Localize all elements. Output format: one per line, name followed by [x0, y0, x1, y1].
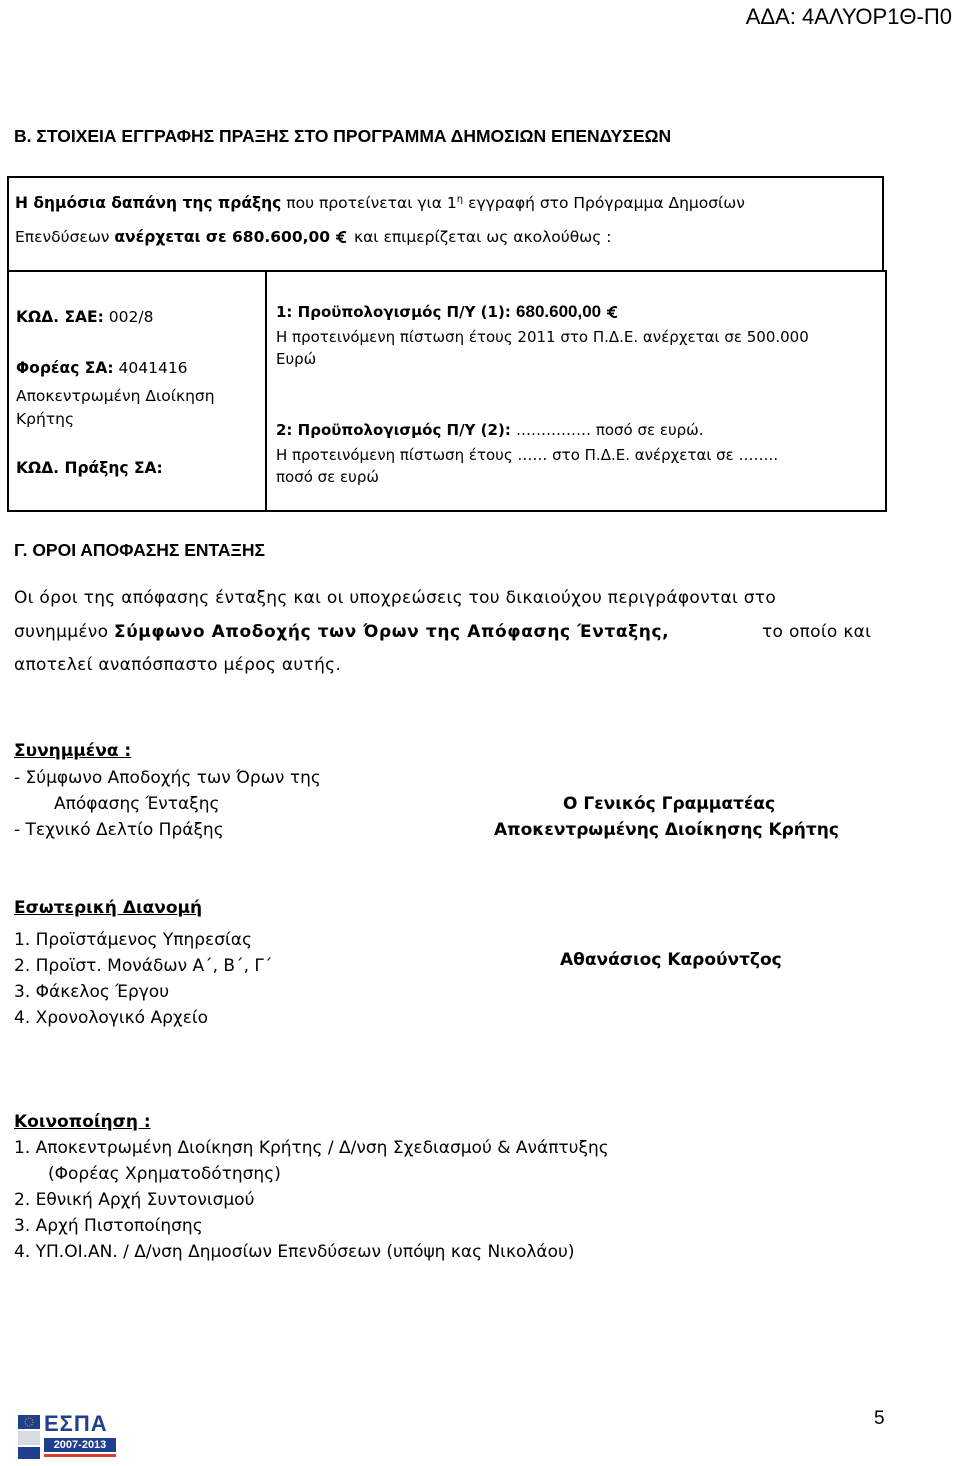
page-number: 5: [874, 1408, 885, 1429]
budget-1-credit: Η προτεινόμενη πίστωση έτους 2011 στο Π.Δ.Ε. ανέρχεται σε 500.000: [276, 328, 809, 346]
budget-summary-box: [7, 176, 884, 272]
espa-logo-stripe: [44, 1454, 116, 1457]
notification-item: 3. Αρχή Πιστοποίησης: [14, 1216, 203, 1236]
notification-item: 2. Εθνική Αρχή Συντονισμού: [14, 1190, 255, 1210]
terms-paragraph-line-2: συνημμένο Σύμφωνο Αποδοχής των Όρων της Απόφασης Ένταξης,: [14, 622, 670, 642]
org-line-2: Κρήτης: [16, 410, 75, 428]
budget-1-line: 1: Προϋπολογισμός Π/Υ (1): 680.600,00: [276, 302, 620, 322]
ada-code: ΑΔΑ: 4ΑΛΥΟΡ1Θ-Π0: [745, 4, 952, 29]
internal-item: 3. Φάκελος Έργου: [14, 982, 170, 1002]
foreas-sa: Φορέας ΣΑ: 4041416: [16, 359, 188, 377]
attachment-item: - Σύμφωνο Αποδοχής των Όρων της: [14, 768, 321, 788]
internal-distribution-title: Εσωτερική Διανομή: [14, 898, 203, 918]
espa-logo-text: ΕΣΠΑ: [44, 1411, 108, 1436]
budget-2-line: 2: Προϋπολογισμός Π/Υ (2): …………… ποσό σε ευρώ.: [276, 421, 704, 439]
kod-praxis-label: ΚΩΔ. Πράξης ΣΑ:: [16, 459, 163, 477]
attachment-item: - Τεχνικό Δελτίο Πράξης: [14, 820, 224, 840]
notification-title: Κοινοποίηση :: [14, 1112, 151, 1132]
signer-title-2: Αποκεντρωμένης Διοίκησης Κρήτης: [494, 820, 839, 840]
column-divider: [265, 272, 267, 510]
espa-logo: [18, 1411, 116, 1461]
euro-icon: [335, 230, 349, 244]
internal-item: 1. Προϊστάμενος Υπηρεσίας: [14, 930, 252, 950]
budget-details-box: [7, 270, 887, 512]
espa-logo-years: 2007-2013: [44, 1438, 116, 1452]
budget-1-currency: Ευρώ: [276, 350, 317, 368]
terms-paragraph-line-2-end: το οποίο και: [762, 622, 872, 642]
kod-sae: ΚΩΔ. ΣΑΕ: 002/8: [16, 308, 154, 326]
budget-2-currency: ποσό σε ευρώ: [276, 468, 379, 486]
attachment-item-cont: Απόφασης Ένταξης: [54, 794, 220, 814]
notification-item: 4. ΥΠ.ΟΙ.ΑΝ. / Δ/νση Δημοσίων Επενδύσεων (υπόψη κας Νικολάου): [14, 1242, 575, 1262]
attachments-title: Συνημμένα :: [14, 741, 132, 761]
section-g-title: Γ. ΟΡΟΙ ΑΠΟΦΑΣΗΣ ΕΝΤΑΞΗΣ: [14, 540, 265, 560]
notification-item-cont: (Φορέας Χρηματοδότησης): [48, 1164, 281, 1184]
terms-paragraph-line-3: αποτελεί αναπόσπαστο μέρος αυτής.: [14, 655, 342, 675]
budget-summary-line-2: Επενδύσεων ανέρχεται σε 680.600,00 και επιμερίζεται ως ακολούθως :: [15, 228, 612, 246]
org-line-1: Αποκεντρωμένη Διοίκηση: [16, 387, 215, 405]
notification-item: 1. Αποκεντρωμένη Διοίκηση Κρήτης / Δ/νση Σχεδιασμού & Ανάπτυξης: [14, 1138, 609, 1158]
terms-paragraph-line-1: Οι όροι της απόφασης ένταξης και οι υποχρεώσεις του δικαιούχου περιγράφονται στο: [14, 588, 777, 608]
euro-icon: [606, 305, 620, 319]
budget-2-credit: Η προτεινόμενη πίστωση έτους …… στο Π.Δ.Ε. ανέρχεται σε ……..: [276, 446, 779, 464]
budget-summary-line-1: Η δημόσια δαπάνη της πράξης που προτείνεται για $1^\eta$ εγγραφή στο Πρόγραμμα Δημοσίων: [15, 194, 745, 213]
internal-item: 2. Προϊστ. Μονάδων Α΄, Β΄, Γ΄: [14, 956, 273, 976]
section-b-title: Β. ΣΤΟΙΧΕΙΑ ΕΓΓΡΑΦΗΣ ΠΡΑΞΗΣ ΣΤΟ ΠΡΟΓΡΑΜΜΑ ΔΗΜΟΣΙΩΝ ΕΠΕΝΔΥΣΕΩΝ: [14, 126, 672, 146]
internal-item: 4. Χρονολογικό Αρχείο: [14, 1008, 209, 1028]
signer-title-1: Ο Γενικός Γραμματέας: [563, 794, 776, 814]
signer-name: Αθανάσιος Καρούντζος: [560, 950, 782, 970]
